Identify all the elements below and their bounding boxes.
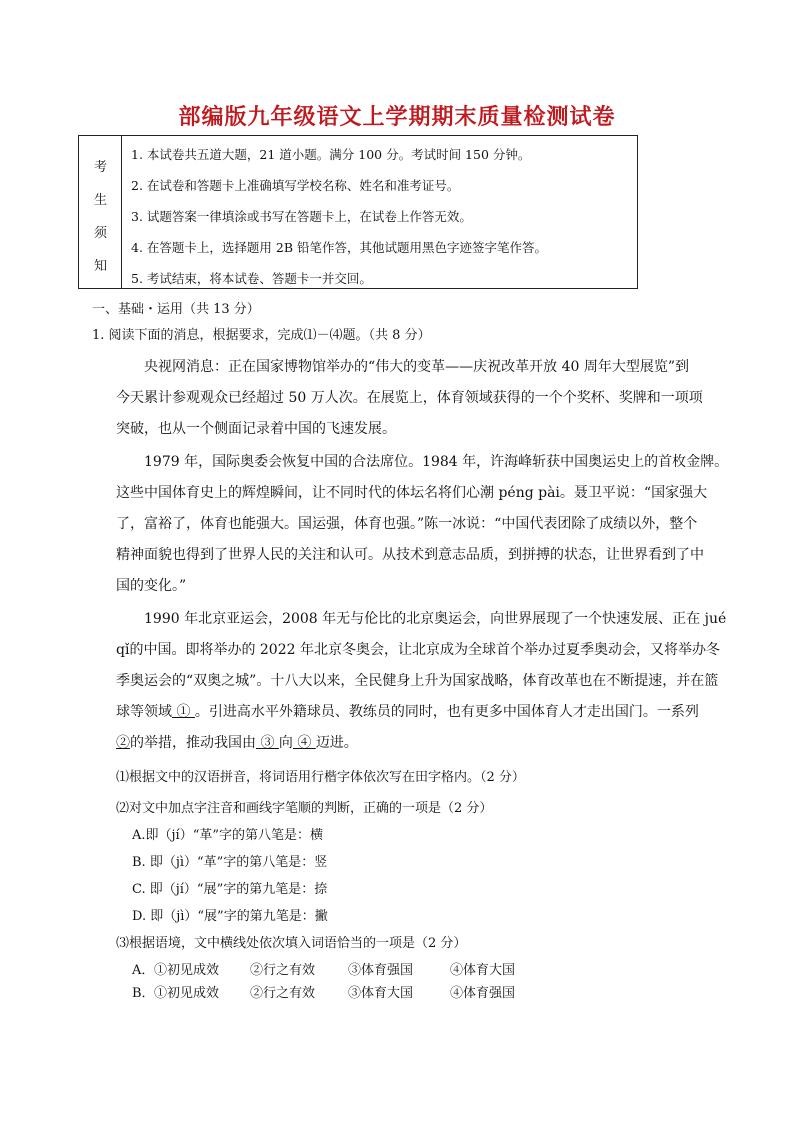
option-c: C. 即（jí）“展”字的第九笔是：捺 — [132, 882, 328, 897]
sub-question-3: ⑶根据语境，文中横线处依次填入词语恰当的一项是（2 分） — [116, 936, 467, 951]
passage-text: 球等领域 — [116, 704, 172, 720]
notice-item: 4. 在答题卡上，选择题用 2B 铅笔作答，其他试题用黑色字迹签字笔作答。 — [131, 240, 547, 255]
passage-line: 精神面貌也得到了世界人民的关注和认可。从技术到意志品质，到拼搏的状态，让世界看到了中 — [116, 547, 704, 563]
passage-line: 这些中国体育史上的辉煌瞬间，让不同时代的体坛名将们心潮 péng pài。聂卫平说：“国家强大 — [116, 485, 708, 501]
option-d: D. 即（jì）“展”字的第九笔是：撇 — [132, 909, 328, 924]
option-choice: ③体育强国 — [348, 963, 414, 978]
option-choice: ④体育强国 — [450, 986, 516, 1001]
notice-label-char: 生 — [93, 193, 107, 208]
exam-title: 部编版九年级语文上学期期末质量检测试卷 — [178, 104, 616, 130]
notice-item: 1. 本试卷共五道大题，21 道小题。满分 100 分。考试时间 150 分钟。 — [131, 147, 531, 162]
option-choice: ④体育大国 — [450, 963, 516, 978]
notice-label-char: 知 — [93, 259, 107, 274]
passage-line: 今天累计参观观众已经超过 50 万人次。在展览上，体育领域获得的一个个奖杯、奖牌和一项项 — [116, 390, 703, 406]
passage-line: 1990 年北京亚运会，2008 年无与伦比的北京奥运会，向世界展现了一个快速发展、正在 jué — [144, 611, 727, 627]
passage-line: qǐ的中国。即将举办的 2022 年北京冬奥会，让北京成为全球首个举办过夏季奥动会，又将举办冬 — [116, 642, 720, 658]
passage-line: 国的变化。” — [116, 578, 187, 594]
passage-text: 。引进高水平外籍球员、教练员的同时，也有更多中国体育人才走出国门。一系列 — [194, 704, 699, 720]
option-row-b — [132, 982, 516, 1001]
notice-label-char: 须 — [93, 226, 107, 241]
blank-3: ③ — [256, 735, 279, 751]
passage-text: 的举措，推动我国由 — [130, 735, 256, 751]
option-letter: B． — [132, 986, 155, 1001]
passage-line: 央视网消息：正在国家博物馆举办的“伟大的变革——庆祝改革开放 40 周年大型展览”到 — [144, 359, 690, 375]
passage-line — [116, 732, 358, 752]
sub-question-1: ⑴根据文中的汉语拼音，将词语用行楷字体依次写在田字格内。（2 分） — [116, 770, 525, 785]
blank-1: ① — [172, 704, 195, 720]
passage-line: 了，富裕了，体育也能强大。国运强，体育也强。”陈一冰说：“中国代表团除了成绩以外，整个 — [116, 516, 698, 532]
option-choice: ②行之有效 — [250, 986, 316, 1001]
option-choice: ①初见成效 — [154, 963, 220, 978]
passage-line — [116, 701, 699, 721]
notice-item: 3. 试题答案一律填涂或书写在答题卡上，在试卷上作答无效。 — [131, 209, 472, 224]
passage-text: 迈进。 — [315, 735, 358, 751]
option-choice: ①初见成效 — [154, 986, 220, 1001]
notice-item: 2. 在试卷和答题卡上准确填写学校名称、姓名和准考证号。 — [131, 178, 460, 193]
option-choice: ③体育大国 — [348, 986, 414, 1001]
passage-line: 突破，也从一个侧面记录着中国的飞速发展。 — [116, 421, 396, 437]
option-a: A.即（jí）“革”字的第八笔是：横 — [132, 828, 324, 843]
blank-2: ② — [116, 735, 130, 751]
option-choice: ②行之有效 — [250, 963, 316, 978]
passage-text: 向 — [278, 735, 293, 751]
exam-notice-box — [78, 135, 638, 289]
notice-label-char: 考 — [93, 160, 107, 175]
passage-line: 1979 年，国际奥委会恢复中国的合法席位。1984 年，许海峰斩获中国奥运史上的首枚金牌。 — [144, 454, 729, 470]
question-1-stem: 1. 阅读下面的消息，根据要求，完成⑴－⑷题。（共 8 分） — [92, 328, 431, 343]
option-row-a — [132, 959, 516, 978]
notice-item: 5. 考试结束，将本试卷、答题卡一并交回。 — [131, 271, 372, 286]
passage-line: 季奥运会的“双奥之城”。十八大以来，全民健身上升为国家战略，体育改革也在不断提速，并在篮 — [116, 673, 719, 689]
notice-label — [79, 136, 122, 288]
option-b: B. 即（jì）“革”字的第八笔是：竖 — [132, 855, 328, 870]
option-letter: A． — [132, 963, 155, 978]
section-heading: 一、基础・运用（共 13 分） — [92, 302, 260, 317]
blank-4: ④ — [292, 735, 316, 751]
sub-question-2: ⑵对文中加点字注音和画线字笔顺的判断，正确的一项是（2 分） — [116, 801, 493, 816]
